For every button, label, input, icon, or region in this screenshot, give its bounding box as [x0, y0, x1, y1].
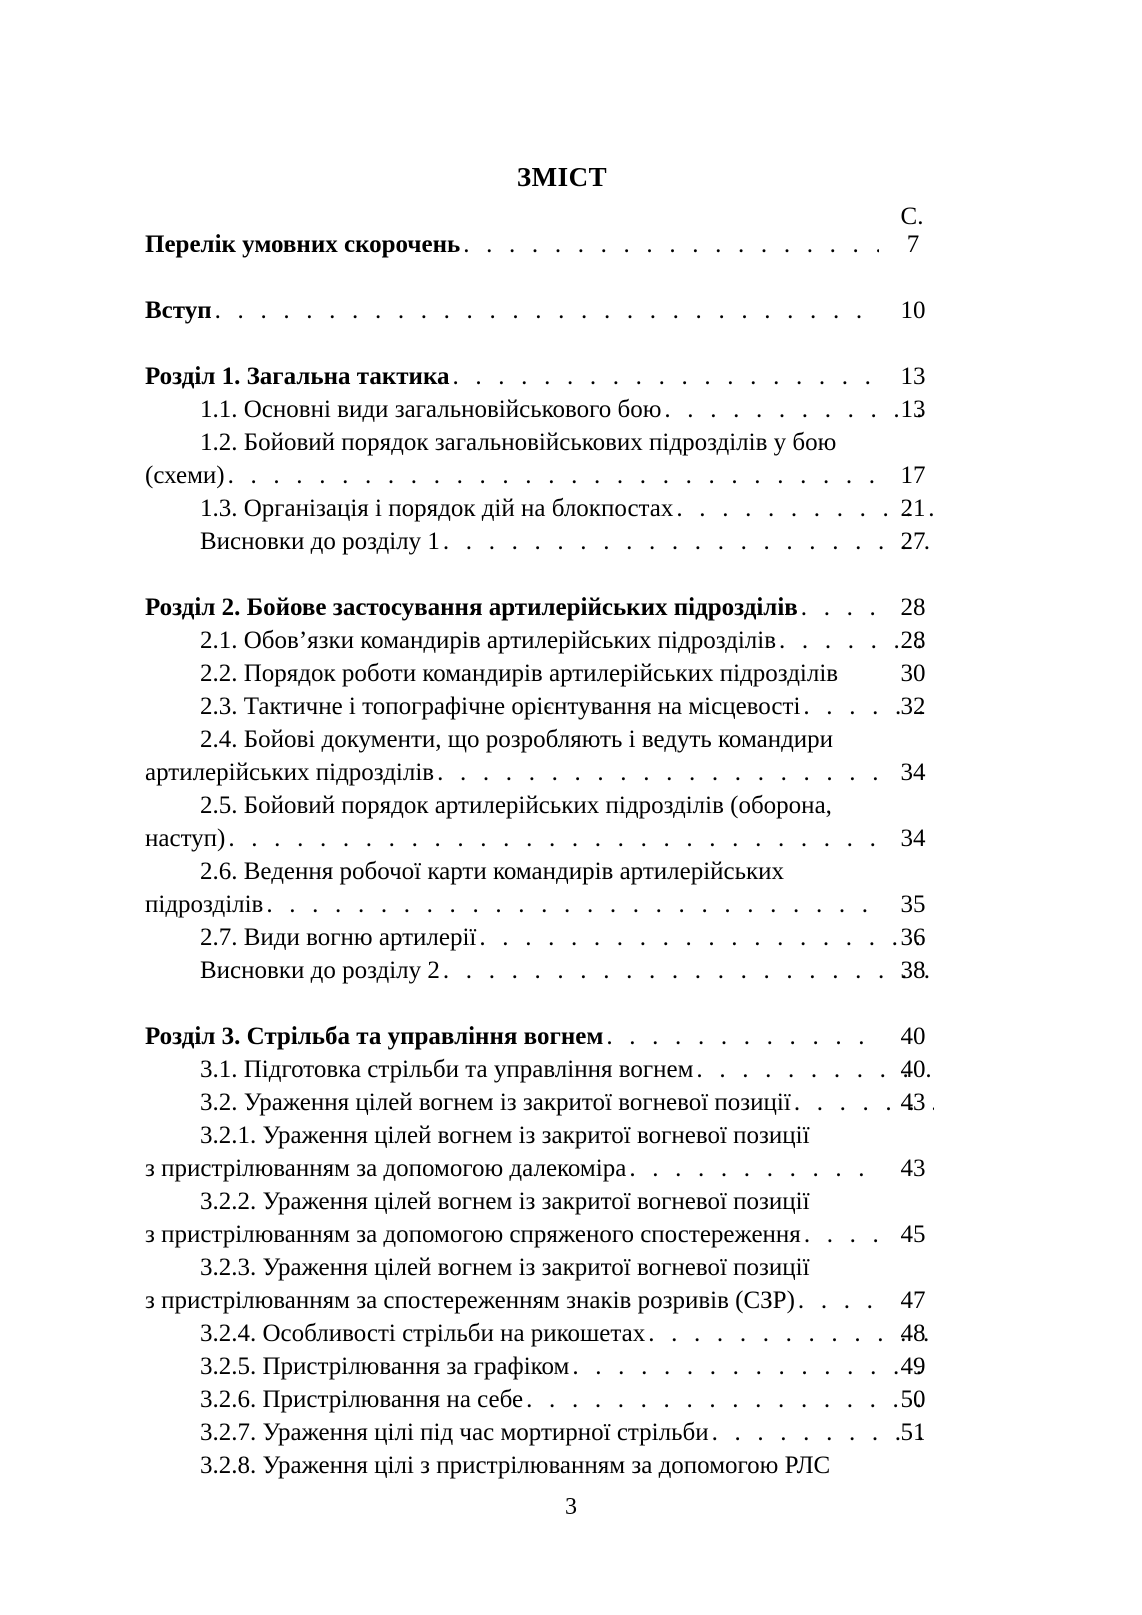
toc-dot-leader [443, 525, 934, 558]
toc-dot-leader [804, 1218, 879, 1251]
toc-entry[interactable] [145, 492, 945, 525]
toc-entry-label: Висновки до розділу 1 [200, 528, 440, 555]
toc-entry-label: підрозділів [145, 891, 264, 918]
toc-entry[interactable] [145, 1350, 945, 1383]
toc-dot-leader [228, 459, 879, 492]
toc-entry-label: 3.2.6. Пристрілювання на себе [200, 1386, 524, 1413]
toc-entry-label: Висновки до розділу 2 [200, 957, 440, 984]
toc-entry-label: 2.7. Види вогню артилерії [200, 924, 477, 951]
toc-dot-leader [443, 954, 934, 987]
toc-entry[interactable] [145, 1053, 945, 1086]
toc-entry-label: Розділ 2. Бойове застосування артилерійських підрозділів [145, 594, 798, 621]
toc-entry[interactable] [145, 690, 945, 723]
toc-dot-leader [798, 1284, 879, 1317]
toc-entry-label: 3.1. Підготовка стрільби та управління вогнем [200, 1056, 694, 1083]
toc-group-spacer [145, 261, 945, 294]
toc-page-number[interactable]: 43 [900, 1089, 926, 1116]
toc-entry[interactable] [145, 1251, 945, 1317]
toc-page-number[interactable]: 34 [900, 759, 926, 786]
toc-entry[interactable] [145, 525, 945, 558]
toc-dot-leader [228, 822, 879, 855]
toc-entry-label: 2.3. Тактичне і топографічне орієнтування на місцевості [200, 693, 801, 720]
toc-page-number[interactable]: 17 [900, 462, 926, 489]
toc-entry[interactable] [145, 723, 945, 789]
toc-entry[interactable] [145, 228, 945, 261]
toc-page-number[interactable]: 51 [900, 1419, 926, 1446]
toc-dot-leader [526, 1383, 934, 1416]
toc-entry-label: Розділ 3. Стрільба та управління вогнем [145, 1023, 604, 1050]
toc-page-number[interactable]: 13 [900, 396, 926, 423]
toc-entry[interactable] [145, 789, 945, 855]
toc-dot-leader [572, 1350, 934, 1383]
page-folio: 3 [565, 1494, 577, 1520]
toc-entry[interactable] [145, 624, 945, 657]
toc-page-number[interactable]: 34 [900, 825, 926, 852]
toc-dot-leader [266, 888, 879, 921]
toc-entry-label: 3.2.8. Ураження цілі з пристрілюванням за допомогою РЛС [200, 1452, 831, 1479]
toc-page-number[interactable]: 47 [900, 1287, 926, 1314]
toc-entry-label: Перелік умовних скорочень [145, 231, 461, 258]
toc-entry-line: 3.2.1. Ураження цілей вогнем із закритої вогневої позиції [200, 1122, 810, 1149]
toc-entry-label: артилерійських підрозділів [145, 759, 435, 786]
toc-page-number[interactable]: 28 [900, 627, 926, 654]
toc-page-number[interactable]: 38 [900, 957, 926, 984]
toc-entry-line: 3.2.3. Ураження цілей вогнем із закритої вогневої позиції [200, 1254, 810, 1281]
toc-entry-label: з пристрілюванням за допомогою спряженого спостереження [145, 1221, 801, 1248]
toc-dot-leader [801, 591, 879, 624]
toc-page-number[interactable]: 28 [900, 594, 926, 621]
toc-dot-leader [215, 294, 879, 327]
toc-entry[interactable] [145, 1119, 945, 1185]
toc-dot-leader [437, 756, 879, 789]
toc-entry-label: наступ) [145, 825, 226, 852]
toc-entry[interactable] [145, 1449, 945, 1482]
toc-entry[interactable] [145, 1317, 945, 1350]
toc-entry-label: 2.2. Порядок роботи командирів артилерійських підрозділів [200, 660, 839, 687]
page-number-column-header: С. [900, 203, 924, 230]
toc-entry-line: 1.2. Бойовий порядок загальновійськових підрозділів у бою [200, 429, 837, 456]
toc-page-number[interactable]: 32 [900, 693, 926, 720]
toc-entry-line: 3.2.2. Ураження цілей вогнем із закритої вогневої позиції [200, 1188, 810, 1215]
toc-entry[interactable] [145, 657, 945, 690]
toc-entry[interactable] [145, 1383, 945, 1416]
toc-page-number[interactable]: 21 [900, 495, 926, 522]
toc-entry[interactable] [145, 954, 945, 987]
toc-entry-label: 1.1. Основні види загальновійськового бою [200, 396, 662, 423]
toc-group-spacer [145, 327, 945, 360]
toc-page-number[interactable]: 40 [900, 1023, 926, 1050]
toc-page-number[interactable]: 40 [900, 1056, 926, 1083]
toc-entry[interactable] [145, 591, 945, 624]
toc-page-number[interactable]: 30 [900, 660, 926, 687]
toc-dot-leader [463, 228, 879, 261]
toc-page-number[interactable]: 49 [900, 1353, 926, 1380]
toc-group-spacer [145, 987, 945, 1020]
toc-dot-leader [606, 1020, 879, 1053]
toc-entry-label: Вступ [145, 297, 212, 324]
toc-entry-label: з пристрілюванням за спостереженням знаків розривів (СЗР) [145, 1287, 795, 1314]
toc-entry[interactable] [145, 294, 945, 327]
toc-entry-label: Розділ 1. Загальна тактика [145, 363, 450, 390]
toc-entry-label: 3.2.7. Ураження цілі під час мортирної стрільби [200, 1419, 709, 1446]
toc-entry[interactable] [145, 393, 945, 426]
toc-entry[interactable] [145, 1416, 945, 1449]
toc-entry[interactable] [145, 1086, 945, 1119]
toc-group-spacer [145, 558, 945, 591]
toc-entry-line: 2.4. Бойові документи, що розробляють і ведуть командири [200, 726, 834, 753]
toc-dot-leader [629, 1152, 879, 1185]
toc-page-number[interactable]: 27 [900, 528, 926, 555]
toc-page-number[interactable]: 13 [900, 363, 926, 390]
toc-entry[interactable] [145, 921, 945, 954]
toc-entry-label: з пристрілюванням за допомогою далекоміра [145, 1155, 627, 1182]
toc-page-number[interactable]: 43 [900, 1155, 926, 1182]
toc-entry-line: 2.5. Бойовий порядок артилерійських підрозділів (оборона, [200, 792, 832, 819]
toc-page-number[interactable]: 50 [900, 1386, 926, 1413]
toc-entry[interactable] [145, 1185, 945, 1251]
toc-page-number[interactable]: 7 [906, 231, 920, 258]
toc-page-number[interactable]: 36 [900, 924, 926, 951]
toc-entry[interactable] [145, 855, 945, 921]
toc-entry-label: 3.2.5. Пристрілювання за графіком [200, 1353, 570, 1380]
toc-entry-label: 2.1. Обов’язки командирів артилерійських підрозділів [200, 627, 777, 654]
toc-dot-leader [479, 921, 934, 954]
toc-entry-label: 3.2. Ураження цілей вогнем із закритої вогневої позиції [200, 1089, 791, 1116]
toc-entry-label: 3.2.4. Особливості стрільби на рикошетах [200, 1320, 646, 1347]
page-title: ЗМІСТ [516, 162, 608, 192]
toc-page-number[interactable]: 10 [900, 297, 926, 324]
toc-entry-label: (схеми) [145, 462, 225, 489]
toc-entry-line: 2.6. Ведення робочої карти командирів артилерійських [200, 858, 785, 885]
toc-dot-leader [452, 360, 879, 393]
toc-entry[interactable] [145, 1020, 945, 1053]
toc-entry-label: 1.3. Організація і порядок дій на блокпостах [200, 495, 674, 522]
toc-page-number[interactable]: 35 [900, 891, 926, 918]
toc-page-number[interactable]: 45 [900, 1221, 926, 1248]
toc-entry[interactable] [145, 360, 945, 393]
toc-page-number[interactable]: 48 [900, 1320, 926, 1347]
toc-entry[interactable] [145, 426, 945, 492]
table-of-contents [145, 228, 945, 1482]
